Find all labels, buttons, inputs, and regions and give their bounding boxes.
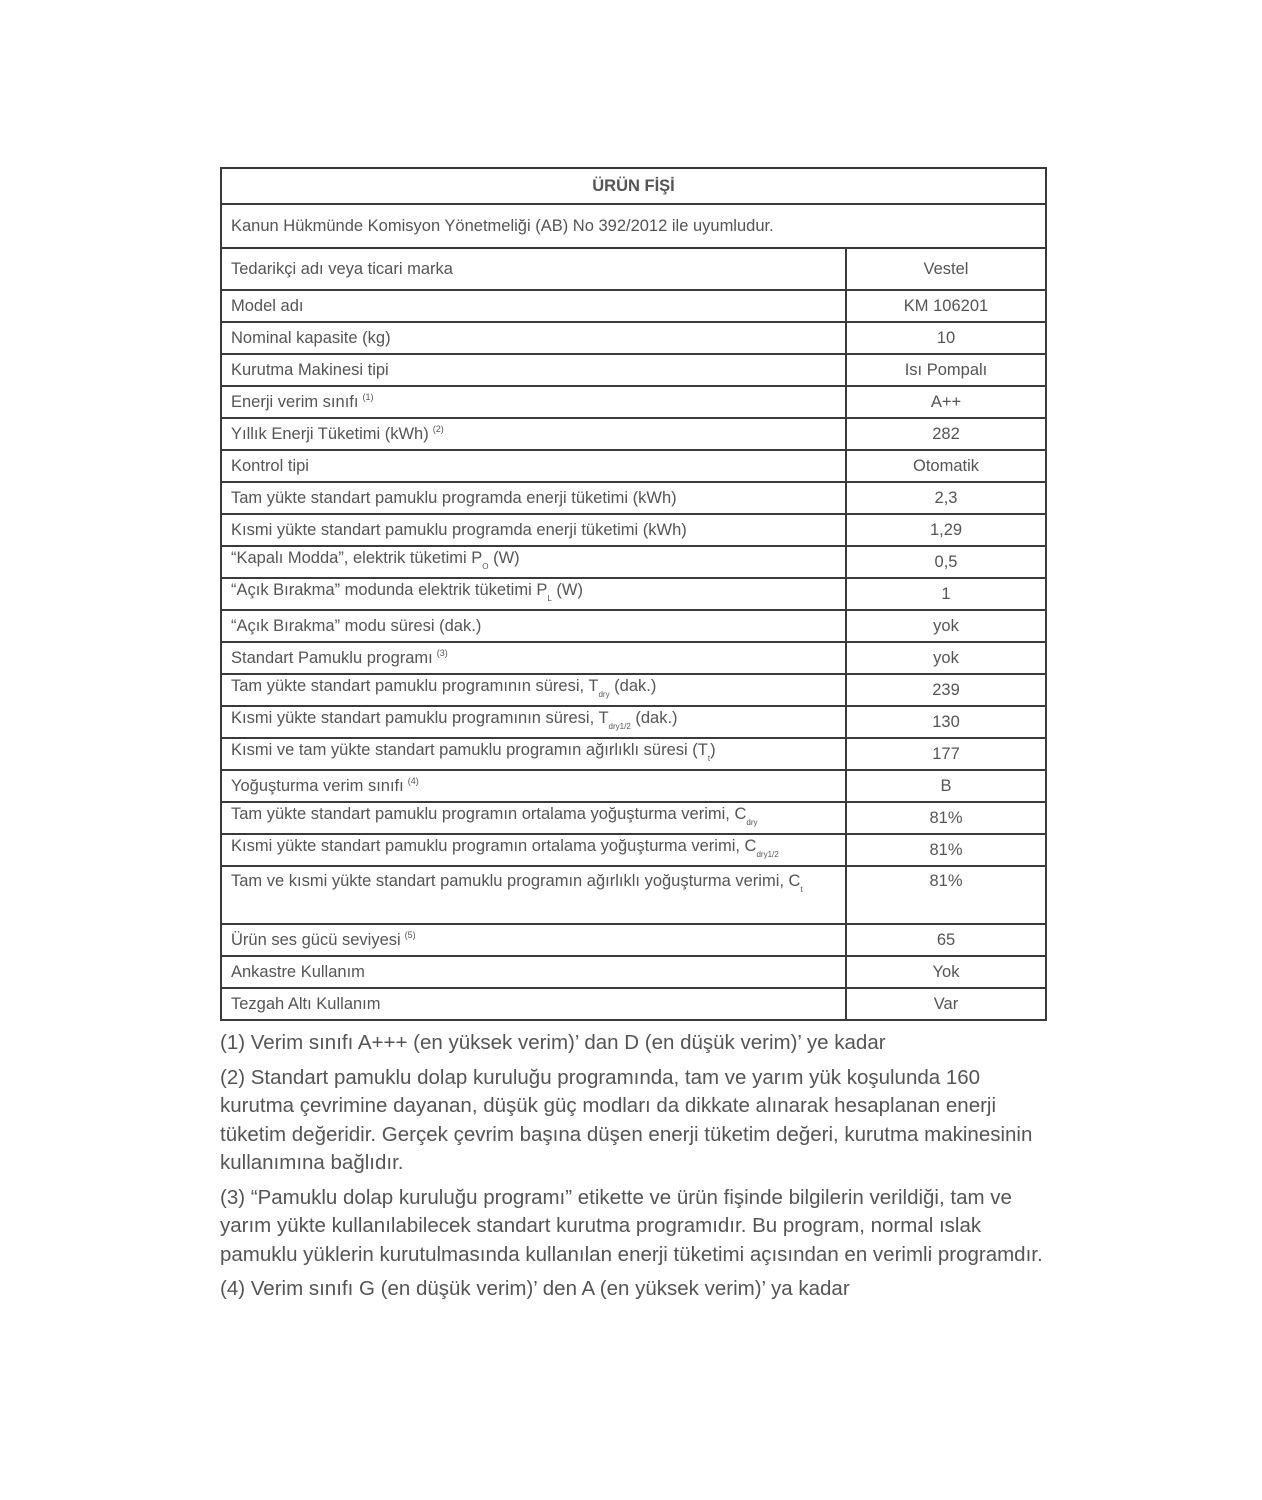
spec-label-text: Kısmi yükte standart pamuklu programda enerji tüketimi (kWh) xyxy=(231,521,687,539)
spec-label xyxy=(221,450,846,482)
spec-value: Yok xyxy=(846,956,1046,988)
spec-value: 81% xyxy=(846,834,1046,866)
spec-value: 2,3 xyxy=(846,482,1046,514)
footnote-3: (3) “Pamuklu dolap kuruluğu programı” etikette ve ürün fişinde bilgilerin verildiği, tam ve yarım yükte kullanılabilecek standart kurutma programıdır. Bu program, normal ıslak pamuklu yüklerin kurutulmasında kullanılan enerji tüketimi açısından en verimli programdır. xyxy=(220,1185,1043,1266)
table-row xyxy=(221,802,1046,834)
spec-value: A++ xyxy=(846,386,1046,418)
symbol-subscript: O xyxy=(482,561,489,571)
spec-value: 65 xyxy=(846,924,1046,956)
spec-value: Otomatik xyxy=(846,450,1046,482)
spec-value: Isı Pompalı xyxy=(846,354,1046,386)
spec-label-suffix: ) xyxy=(710,740,716,759)
table-row xyxy=(221,642,1046,674)
spec-label xyxy=(221,642,846,674)
spec-label xyxy=(221,770,846,802)
spec-value: yok xyxy=(846,610,1046,642)
table-row xyxy=(221,738,1046,770)
spec-label xyxy=(221,546,846,578)
spec-label-text: “Açık Bırakma” modunda elektrik tüketimi P xyxy=(231,580,548,599)
spec-label-text: Model adı xyxy=(231,297,304,315)
spec-label-text: “Açık Bırakma” modu süresi (dak.) xyxy=(231,617,482,635)
spec-value: 1 xyxy=(846,578,1046,610)
spec-label-text: Nominal kapasite (kg) xyxy=(231,329,391,347)
table-row xyxy=(221,866,1046,924)
spec-label xyxy=(221,674,846,706)
brand-row xyxy=(221,248,1046,290)
spec-label-text: Standart Pamuklu programı xyxy=(231,649,433,667)
spec-label-text: Enerji verim sınıfı xyxy=(231,393,359,411)
spec-label-text: Kontrol tipi xyxy=(231,457,309,475)
table-row xyxy=(221,674,1046,706)
spec-label xyxy=(221,578,846,610)
symbol-subscript: dry xyxy=(598,689,610,699)
spec-value: 239 xyxy=(846,674,1046,706)
symbol-subscript: t xyxy=(800,885,803,894)
symbol-subscript: dry xyxy=(746,817,758,827)
spec-rows xyxy=(221,290,1046,1020)
table-row xyxy=(221,322,1046,354)
spec-label-suffix: (W) xyxy=(488,548,520,567)
table-row xyxy=(221,610,1046,642)
spec-label xyxy=(221,738,846,770)
spec-label-suffix: (dak.) xyxy=(630,708,678,727)
footnote-marker: (4) xyxy=(407,776,419,786)
spec-label xyxy=(221,290,846,322)
spec-label-text: Kurutma Makinesi tipi xyxy=(231,361,389,379)
spec-label xyxy=(221,802,846,834)
table-row xyxy=(221,514,1046,546)
brand-label: Tedarikçi adı veya ticari marka xyxy=(221,248,846,290)
spec-label xyxy=(221,354,846,386)
table-row xyxy=(221,450,1046,482)
spec-label-text: Ürün ses gücü seviyesi xyxy=(231,931,401,949)
spec-label-text: Kısmi ve tam yükte standart pamuklu programın ağırlıklı süresi (T xyxy=(231,740,708,759)
spec-value: 0,5 xyxy=(846,546,1046,578)
spec-label xyxy=(221,866,846,924)
spec-label-text: Yoğuşturma verim sınıfı xyxy=(231,777,404,795)
spec-label xyxy=(221,706,846,738)
spec-label xyxy=(221,924,846,956)
footnotes xyxy=(220,1029,1045,1304)
spec-value: 81% xyxy=(846,866,1046,924)
table-row xyxy=(221,834,1046,866)
spec-label xyxy=(221,418,846,450)
footnote-marker: (2) xyxy=(432,424,444,434)
spec-label xyxy=(221,514,846,546)
table-row xyxy=(221,354,1046,386)
footnote-1: (1) Verim sınıfı A+++ (en yüksek verim)’ dan D (en düşük verim)’ ye kadar xyxy=(220,1031,886,1054)
product-fiche xyxy=(220,167,1045,1310)
intro-row xyxy=(221,204,1046,248)
table-row xyxy=(221,386,1046,418)
symbol-subscript: t xyxy=(707,753,711,763)
spec-value: 130 xyxy=(846,706,1046,738)
fiche-title: ÜRÜN FİŞİ xyxy=(221,168,1046,204)
spec-label-text: Tezgah Altı Kullanım xyxy=(231,995,381,1013)
spec-value: KM 106201 xyxy=(846,290,1046,322)
spec-label xyxy=(221,988,846,1020)
symbol-subscript: dry1/2 xyxy=(756,849,779,859)
table-row xyxy=(221,418,1046,450)
footnote-2: (2) Standart pamuklu dolap kuruluğu programında, tam ve yarım yük koşulunda 160 kurutma çevrimine dayanan, düşük güç modları da dikkate alınarak hesaplanan enerji tüketim değeridir. Gerçek çevrim başına düşen enerji tüketim değeri, kurutma makinesinin kullanımına bağlıdır. xyxy=(220,1065,1033,1174)
symbol-subscript: L xyxy=(547,593,552,603)
title-row xyxy=(221,168,1046,204)
spec-label xyxy=(221,386,846,418)
spec-value: 10 xyxy=(846,322,1046,354)
table-row xyxy=(221,546,1046,578)
spec-label xyxy=(221,322,846,354)
spec-label-text: Tam yükte standart pamuklu programda enerji tüketimi (kWh) xyxy=(231,489,677,507)
spec-label xyxy=(221,834,846,866)
spec-label xyxy=(221,610,846,642)
table-row xyxy=(221,956,1046,988)
table-row xyxy=(221,482,1046,514)
table-row xyxy=(221,988,1046,1020)
brand-value: Vestel xyxy=(846,248,1046,290)
spec-label-text: Yıllık Enerji Tüketimi (kWh) xyxy=(231,425,429,443)
spec-label-text: Tam yükte standart pamuklu programın ortalama yoğuşturma verimi, C xyxy=(231,804,747,823)
footnote-marker: (5) xyxy=(404,930,416,940)
regulation-note: Kanun Hükmünde Komisyon Yönetmeliği (AB) No 392/2012 ile uyumludur. xyxy=(221,204,1046,248)
footnote-marker: (1) xyxy=(362,392,374,402)
spec-value: 81% xyxy=(846,802,1046,834)
table-row xyxy=(221,706,1046,738)
footnote-4: (4) Verim sınıfı G (en düşük verim)’ den A (en yüksek verim)’ ya kadar xyxy=(220,1277,850,1300)
spec-value: 1,29 xyxy=(846,514,1046,546)
spec-value: Var xyxy=(846,988,1046,1020)
table-row xyxy=(221,578,1046,610)
spec-label-text: “Kapalı Modda”, elektrik tüketimi P xyxy=(231,548,483,567)
spec-value: 177 xyxy=(846,738,1046,770)
spec-label-text: Kısmi yükte standart pamuklu programının süresi, T xyxy=(231,708,609,727)
spec-label-suffix: (dak.) xyxy=(609,676,657,695)
table-row xyxy=(221,290,1046,322)
spec-label xyxy=(221,482,846,514)
symbol-subscript: dry1/2 xyxy=(608,721,631,731)
spec-label-text: Tam yükte standart pamuklu programının süresi, T xyxy=(231,676,599,695)
spec-label-text: Ankastre Kullanım xyxy=(231,963,365,981)
spec-label-suffix: (W) xyxy=(551,580,583,599)
product-fiche-table xyxy=(220,167,1047,1021)
table-row xyxy=(221,924,1046,956)
spec-value: 282 xyxy=(846,418,1046,450)
spec-label-text: Kısmi yükte standart pamuklu programın ortalama yoğuşturma verimi, C xyxy=(231,836,757,855)
footnote-marker: (3) xyxy=(436,648,448,658)
spec-label xyxy=(221,956,846,988)
spec-value: yok xyxy=(846,642,1046,674)
spec-label-text: Tam ve kısmi yükte standart pamuklu programın ağırlıklı yoğuşturma verimi, C xyxy=(231,872,801,890)
table-row xyxy=(221,770,1046,802)
spec-value: B xyxy=(846,770,1046,802)
